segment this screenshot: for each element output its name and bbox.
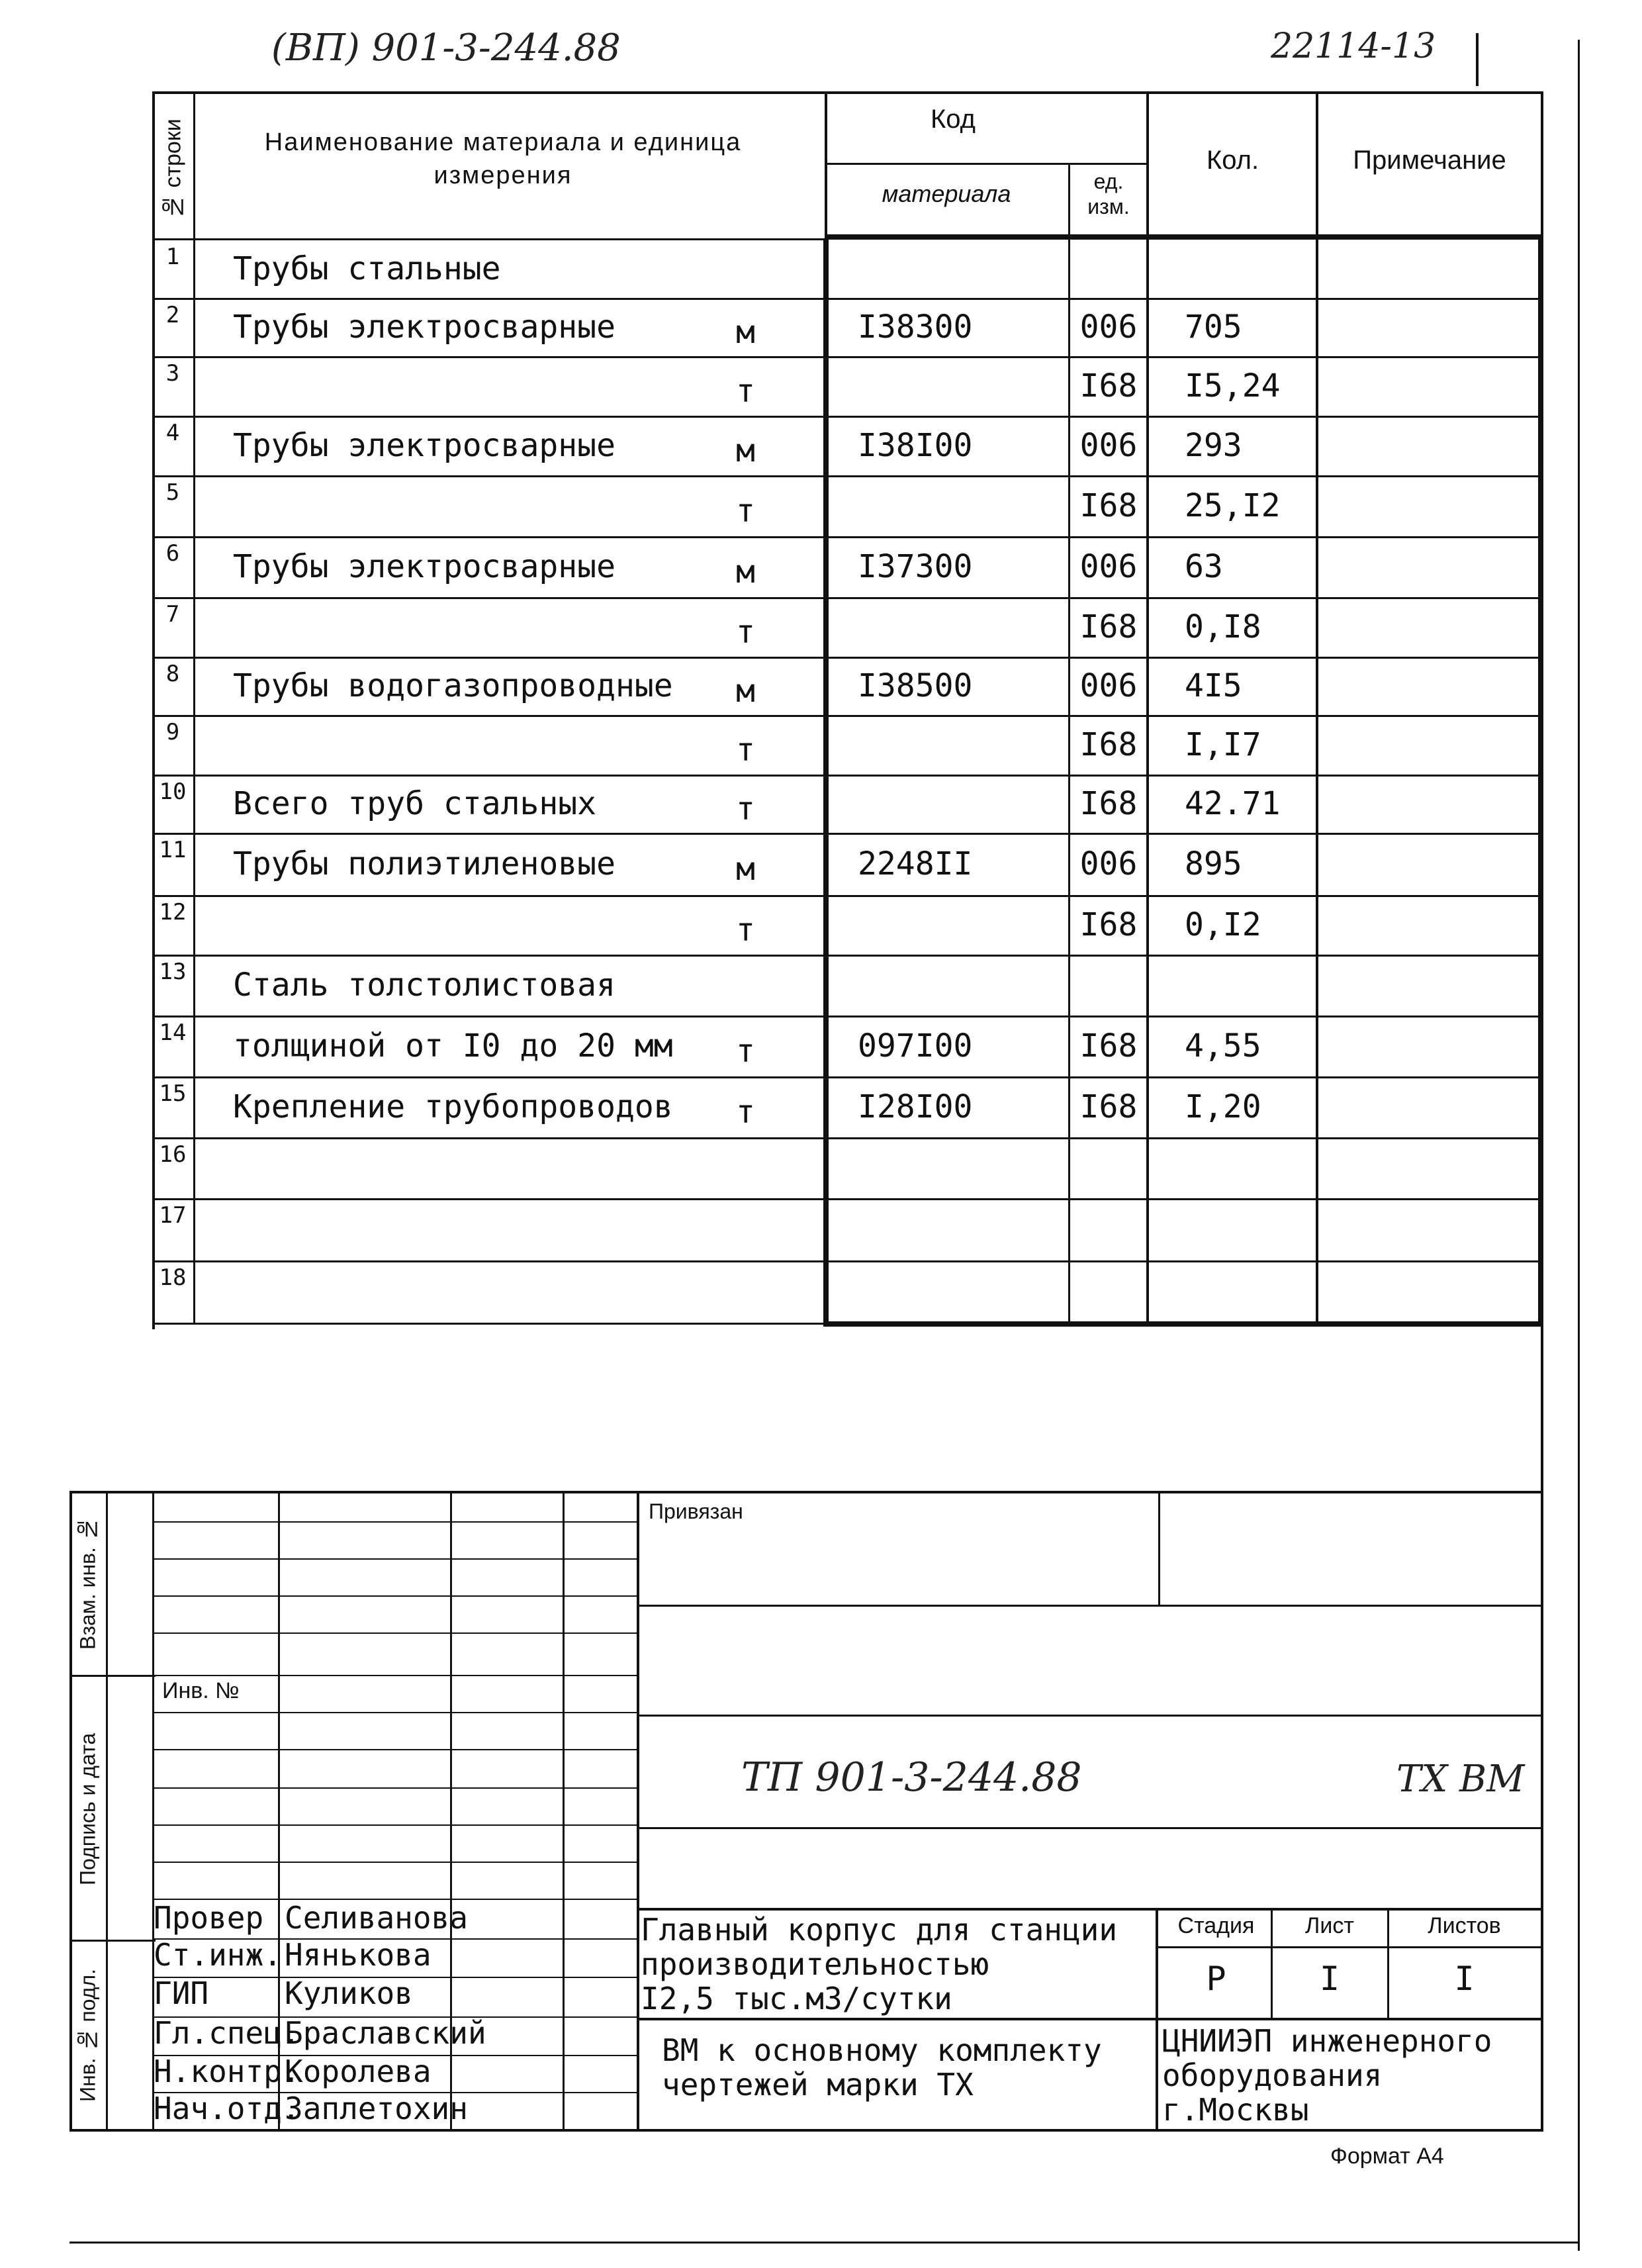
title-line: I2,5 тыс.м3/сутки	[641, 1981, 952, 2016]
stage-col-left	[1156, 1908, 1158, 2132]
row-number: 5	[165, 479, 180, 506]
data-frame-bottom	[823, 1321, 1543, 1327]
quantity: 25,I2	[1185, 487, 1281, 524]
subtitle-line: ВМ к основному комплекту	[662, 2032, 1102, 2068]
signer-role: Гл.спец.	[154, 2015, 300, 2051]
stamp-line-4	[637, 1908, 1542, 1911]
signer-role: Ст.инж.	[154, 1937, 282, 1973]
quantity: 293	[1185, 427, 1242, 464]
stamp-line-3	[637, 1827, 1542, 1829]
unit-code: 006	[1079, 427, 1138, 464]
row-divider	[152, 536, 1542, 538]
row-number: 1	[165, 244, 180, 270]
table-bottom	[152, 1323, 827, 1325]
side-split-1	[69, 1675, 156, 1677]
sig-row-line	[152, 1749, 638, 1750]
unit: т	[736, 1094, 755, 1131]
stamp-bottom-right	[1156, 2129, 1542, 2132]
quantity: 4,55	[1185, 1027, 1261, 1064]
material-code: I38300	[858, 308, 973, 346]
title-line: производительностью	[641, 1946, 989, 1982]
stage-header-line	[1156, 1946, 1542, 1948]
material-code: 097I00	[858, 1027, 973, 1064]
sheets-value: I	[1454, 1960, 1475, 1998]
row-divider	[152, 475, 1542, 477]
row-number: 17	[159, 1202, 187, 1229]
header-bottom	[152, 238, 827, 240]
quantity: 705	[1185, 308, 1242, 346]
unit: м	[736, 673, 755, 710]
material-name: Трубы электросварные	[233, 548, 616, 585]
sig-row-line	[152, 1862, 638, 1863]
label-podpis-data: Подпись и дата	[75, 1732, 100, 1885]
material-name: Трубы стальные	[233, 250, 501, 287]
sig-row-line	[152, 1675, 638, 1676]
side-strip-left	[69, 1491, 72, 2132]
material-code: I28I00	[858, 1088, 973, 1125]
code-divider	[1068, 164, 1070, 1323]
stamp-top	[69, 1491, 1542, 1493]
row-number: 16	[159, 1141, 187, 1168]
row-number: 15	[159, 1080, 187, 1107]
row-number: 10	[159, 779, 187, 805]
row-divider	[152, 775, 1542, 777]
stage-col-mid	[1271, 1908, 1273, 2018]
subtitle-line: чертежей марки ТХ	[662, 2067, 974, 2103]
signer-role: ГИП	[154, 1975, 209, 2011]
material-code: I38I00	[858, 427, 973, 464]
quantity: 0,I8	[1185, 608, 1261, 645]
row-divider	[152, 1016, 1542, 1017]
stamp-line-5	[637, 2018, 1542, 2020]
row-number: 13	[159, 959, 187, 985]
sig-row-line	[152, 1824, 638, 1826]
stage-value: Р	[1206, 1960, 1226, 1998]
signer-role: Нач.отд.	[154, 2091, 300, 2126]
format-label: Формат А4	[1330, 2144, 1444, 2169]
material-code: 2248II	[858, 845, 973, 882]
material-name: Трубы электросварные	[233, 427, 616, 464]
row-divider	[152, 657, 1542, 659]
row-divider	[152, 833, 1542, 835]
unit: т	[736, 790, 755, 827]
unit-code: 006	[1079, 308, 1138, 346]
quantity: 63	[1185, 548, 1223, 585]
top-note-right: 22114-13	[1271, 26, 1436, 66]
label-vzam-inv: Взам. инв. №	[75, 1517, 100, 1650]
unit-code: I68	[1079, 487, 1138, 524]
row-divider	[152, 1076, 1542, 1078]
material-name: Трубы полиэтиленовые	[233, 845, 616, 882]
sheets-label: Листов	[1428, 1913, 1501, 1938]
signer-name: Куликов	[285, 1975, 413, 2011]
label-inv-podl: Инв. № подл.	[75, 1969, 100, 2103]
material-name: Трубы электросварные	[233, 308, 616, 346]
unit-code: I68	[1079, 785, 1138, 822]
quantity: I5,24	[1185, 367, 1281, 404]
unit: м	[736, 553, 755, 591]
material-name: Трубы водогазопроводные	[233, 667, 673, 704]
row-number: 11	[159, 837, 187, 863]
row-number: 9	[165, 719, 180, 745]
quantity: I,20	[1185, 1088, 1261, 1125]
header-material: материала	[882, 180, 1011, 207]
quantity: 4I5	[1185, 667, 1242, 704]
row-number: 7	[165, 601, 180, 628]
material-code: I37300	[858, 548, 973, 585]
material-name: Всего труб стальных	[233, 785, 597, 822]
unit-code: I68	[1079, 1027, 1138, 1064]
row-divider	[152, 356, 1542, 358]
sig-col-4	[637, 1491, 639, 2130]
unit-code: I68	[1079, 726, 1138, 763]
quantity: I,I7	[1185, 726, 1261, 763]
side-split-2	[69, 1940, 156, 1942]
page-bottom-line	[69, 2242, 1578, 2244]
sig-col-3	[563, 1491, 565, 2130]
unit: т	[736, 1033, 755, 1070]
data-frame-right	[1538, 238, 1543, 1327]
stamp-line-2	[637, 1715, 1542, 1717]
stamp-bottom-left	[69, 2129, 1300, 2132]
row-number: 4	[165, 420, 180, 446]
header-quantity: Кол.	[1206, 146, 1259, 175]
row-divider	[152, 955, 1542, 957]
row-divider	[152, 1198, 1542, 1200]
stage-label: Стадия	[1177, 1913, 1255, 1938]
document-mark: ТХ ВМ	[1396, 1758, 1525, 1801]
sig-row-line	[152, 1558, 638, 1560]
privyazan-divider	[1158, 1491, 1160, 1605]
header-bottom-thick	[825, 234, 1543, 240]
row-number: 8	[165, 661, 180, 687]
row-divider	[152, 298, 1542, 300]
signer-name: Нянькова	[285, 1937, 432, 1973]
sheet-label: Лист	[1305, 1913, 1354, 1938]
sig-row-line	[152, 1787, 638, 1789]
header-row-number: № строки	[160, 118, 186, 219]
unit-code: I68	[1079, 608, 1138, 645]
unit-code: 006	[1079, 667, 1138, 704]
unit-code: I68	[1079, 367, 1138, 404]
stage-col-right	[1387, 1908, 1389, 2018]
sig-row-line	[152, 1521, 638, 1523]
row-divider	[152, 895, 1542, 897]
top-note-left: (ВП) 901-3-244.88	[271, 26, 621, 70]
unit-code: I68	[1079, 906, 1138, 943]
row-number: 18	[159, 1264, 187, 1291]
unit: т	[736, 732, 755, 769]
unit-code: 006	[1079, 548, 1138, 585]
material-name: Крепление трубопроводов	[233, 1088, 673, 1125]
unit-code: I68	[1079, 1088, 1138, 1125]
material-name: толщиной от I0 до 20 мм	[233, 1027, 673, 1064]
stamp-right	[1541, 1329, 1543, 2132]
org-line: ЦНИИЭП инженерного	[1162, 2023, 1492, 2059]
row-number: 2	[165, 302, 180, 328]
unit: м	[736, 314, 755, 351]
unit: т	[736, 912, 755, 949]
material-name: Сталь толстолистовая	[233, 967, 616, 1004]
header-unit-code: ед. изм.	[1087, 169, 1130, 218]
sheet-value: I	[1319, 1960, 1340, 1998]
unit: м	[736, 432, 755, 469]
header-name: Наименование материала и единица измерения	[264, 128, 742, 189]
row-number: 6	[165, 540, 180, 567]
row-number: 14	[159, 1019, 187, 1046]
side-strip-right	[106, 1491, 108, 2132]
unit: т	[736, 614, 755, 651]
code-subheader-line	[825, 163, 1148, 165]
unit: т	[736, 373, 755, 410]
inv-no-label: Инв. №	[162, 1678, 240, 1703]
row-divider	[152, 597, 1542, 599]
material-code: I38500	[858, 667, 973, 704]
row-divider	[152, 416, 1542, 418]
unit-code: 006	[1079, 845, 1138, 882]
quantity: 0,I2	[1185, 906, 1261, 943]
unit: т	[736, 493, 755, 530]
signer-name: Заплетохин	[285, 2091, 468, 2126]
row-number: 3	[165, 360, 180, 387]
stamp-line-1	[637, 1605, 1542, 1607]
signer-role: Н.контр.	[154, 2054, 300, 2089]
sig-row-line	[152, 1632, 638, 1634]
quantity: 42.71	[1185, 785, 1281, 822]
sig-row-line	[152, 1712, 638, 1713]
data-frame-left	[823, 238, 829, 1327]
row-divider	[152, 1260, 1542, 1262]
signer-name: Селиванова	[285, 1900, 468, 1936]
document-code: ТП 901-3-244.88	[741, 1754, 1082, 1801]
signer-role: Провер	[154, 1900, 264, 1936]
quantity: 895	[1185, 845, 1242, 882]
table-top-border	[152, 91, 1542, 94]
row-divider	[152, 715, 1542, 717]
header-note: Примечание	[1353, 146, 1506, 175]
privyazan-label: Привязан	[649, 1499, 743, 1523]
header-code: Код	[930, 105, 976, 134]
unit: м	[736, 851, 755, 888]
signer-name: Браславский	[285, 2015, 486, 2051]
sig-row-line	[152, 1595, 638, 1597]
title-line: Главный корпус для станции	[641, 1912, 1118, 1948]
page-right-line	[1578, 40, 1580, 2251]
top-tick	[1476, 33, 1479, 86]
signer-name: Королева	[285, 2054, 432, 2089]
org-line: оборудования	[1162, 2057, 1383, 2093]
org-line: г.Москвы	[1162, 2092, 1309, 2128]
row-divider	[152, 1137, 1542, 1139]
row-number: 12	[159, 899, 187, 925]
